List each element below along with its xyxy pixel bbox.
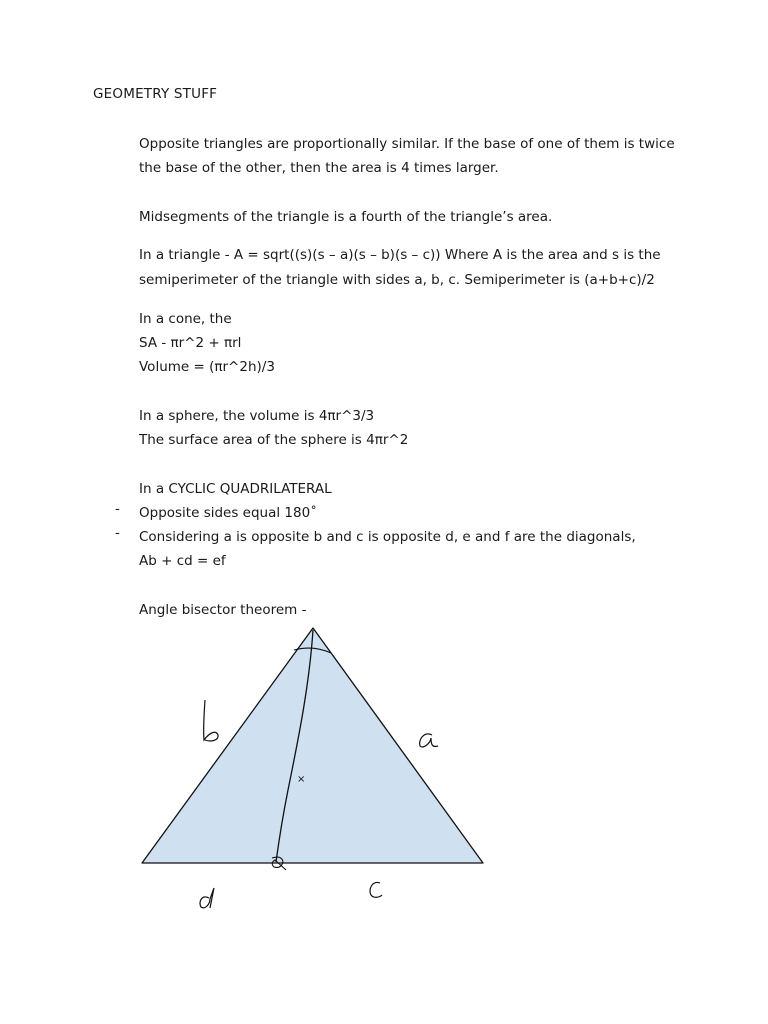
label-x: × (297, 774, 306, 785)
text-line: SA - πr^2 + πrl (139, 335, 242, 351)
label-c-stroke (370, 882, 382, 897)
triangle (142, 628, 483, 863)
list-item: Considering a is opposite b and c is opposite d, e and f are the diagonals, (139, 529, 636, 545)
label-d-stroke (200, 888, 214, 908)
section-heading: In a CYCLIC QUADRILATERAL (139, 481, 332, 497)
text-line: the base of the other, then the area is 4 times larger. (139, 160, 499, 176)
document-title: GEOMETRY STUFF (93, 86, 218, 102)
label-b-stroke (204, 700, 218, 741)
text-line: In a sphere, the volume is 4πr^3/3 (139, 408, 375, 424)
bullet-marker: - (115, 501, 120, 517)
bullet-marker: - (115, 525, 120, 541)
text-line: The surface area of the sphere is 4πr^2 (139, 432, 409, 448)
text-line: In a triangle - A = sqrt((s)(s – a)(s – b)(s – c)) Where A is the area and s is the (139, 247, 661, 263)
text-line: In a cone, the (139, 311, 232, 327)
text-line: Volume = (πr^2h)/3 (139, 359, 275, 375)
text-line: Opposite triangles are proportionally similar. If the base of one of them is twice (139, 136, 675, 152)
label-a-stroke (420, 734, 438, 747)
angle-bisector-heading: Angle bisector theorem - (139, 602, 307, 618)
text-line: semiperimeter of the triangle with sides a, b, c. Semiperimeter is (a+b+c)/2 (139, 272, 655, 288)
paragraph-midsegments: Midsegments of the triangle is a fourth of the triangle’s area. (139, 209, 553, 225)
list-item: Opposite sides equal 180˚ (139, 505, 317, 521)
formula: Ab + cd = ef (139, 553, 226, 569)
